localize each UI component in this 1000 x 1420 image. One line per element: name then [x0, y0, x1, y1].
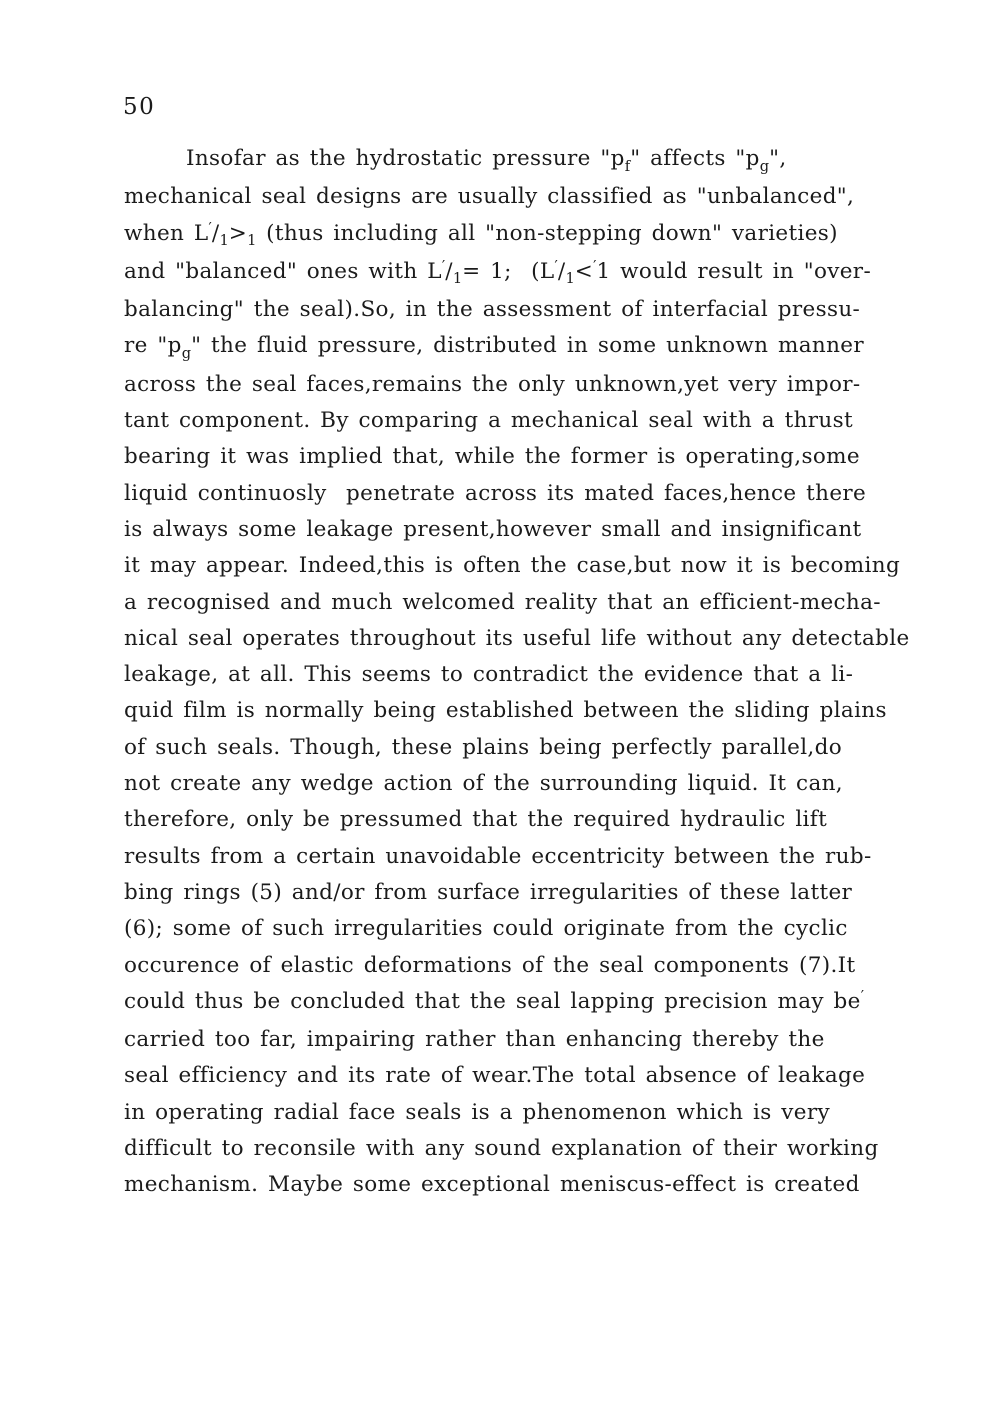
text-line: seal efficiency and its rate of wear.The total absence of leakage [124, 1063, 866, 1089]
text-line: therefore, only be pressumed that the required hydraulic lift [124, 807, 828, 833]
text-line: it may appear. Indeed,this is often the case,but now it is becoming [124, 553, 901, 579]
text-line: mechanism. Maybe some exceptional meniscus-effect is created [124, 1172, 860, 1198]
text-line: nical seal operates throughout its useful life without any detectable [124, 625, 910, 651]
text-line: in operating radial face seals is a phenomenon which is very [124, 1099, 830, 1125]
page-number: 50 [123, 94, 156, 120]
text-line: across the seal faces,remains the only unknown,yet very impor- [124, 371, 861, 397]
text-line: is always some leakage present,however small and insignificant [124, 516, 862, 542]
text-line: tant component. By comparing a mechanical seal with a thrust [124, 408, 854, 434]
text-line: leakage, at all. This seems to contradict the evidence that a li- [124, 662, 854, 688]
text-line: of such seals. Though, these plains being perfectly parallel,do [124, 734, 843, 760]
text-line: and "balanced" ones with $L'/_1= 1$; ($L'/_1<'1$ would result in "over- [124, 258, 872, 288]
text-line: when $L'/_1>_1$ (thus including all "non-stepping down" varieties) [124, 220, 838, 250]
text-line: not create any wedge action of the surrounding liquid. It can, [124, 771, 843, 797]
text-line: balancing" the seal).So, in the assessment of interfacial pressu- [124, 297, 861, 323]
text-line: a recognised and much welcomed reality that an efficient-mecha- [124, 589, 881, 615]
text-line: bing rings (5) and/or from surface irregularities of these latter [124, 879, 853, 905]
text-line: carried too far, impairing rather than enhancing thereby the [124, 1027, 825, 1053]
text-line: re "$p_g$" the fluid pressure, distributed in some unknown manner [124, 333, 864, 363]
text-line: Insofar as the hydrostatic pressure "$p_f$" affects "$p_g$", [186, 146, 787, 175]
text-line: results from a certain unavoidable eccentricity between the rub- [124, 843, 872, 869]
text-line: could thus be concluded that the seal lapping precision may be′ [124, 988, 865, 1014]
text-line: quid film is normally being established between the sliding plains [124, 698, 887, 724]
text-line: bearing it was implied that, while the former is operating,some [124, 444, 860, 470]
text-line: occurence of elastic deformations of the seal components (7).It [124, 952, 856, 978]
page-body [124, 141, 920, 1204]
text-line: liquid continuosly penetrate across its mated faces,hence there [124, 480, 867, 506]
text-line: (6); some of such irregularities could originate from the cyclic [124, 916, 848, 942]
text-line: mechanical seal designs are usually classified as "unbalanced", [124, 184, 855, 210]
text-line: difficult to reconsile with any sound explanation of their working [124, 1136, 879, 1162]
